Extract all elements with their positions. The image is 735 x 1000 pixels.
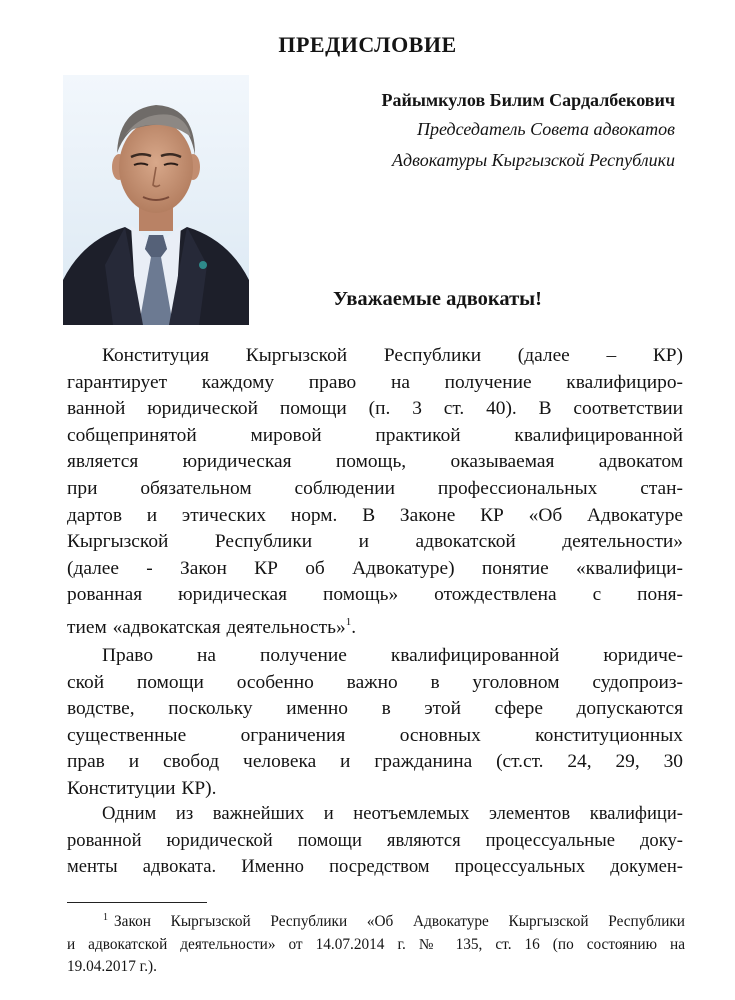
paragraph-line: ской помощи особенно важно в уголовном судопроиз- [67,671,683,693]
footnote-number: 1 [103,912,108,923]
footnote-reference[interactable]: 1 [345,615,352,628]
paragraph-line: рованная юридическая помощь» отождествлена с поня- [67,584,683,606]
paragraph-line: собщепринятой мировой практикой квалифицированной [67,424,683,446]
paragraph-line: менты адвоката. Именно посредством процессуальных докумен- [67,856,683,878]
paragraph-line-with-footnote: тием «адвокатская деятельность»$^1$. [67,615,357,638]
paragraph-line: Конституция Кыргызской Республики (далее – КР) [102,345,683,366]
paragraph-2 [67,643,683,803]
footnote-line: и адвокатской деятельности» от 14.07.2014 г. № 135, ст. 16 (по состоянию на [67,935,685,953]
paragraph-line: Конституции КР). [67,777,217,799]
paragraph-line: водстве, поскольку именно в этой сфере допускаются [67,698,683,720]
paragraph-line: тием «адвокатская деятельность» [67,616,346,638]
author-role-line-1: Председатель Совета адвокатов [416,119,675,139]
author-block [381,86,675,176]
paragraph-3 [67,801,683,881]
author-portrait-photo [63,75,249,325]
paragraph-line: является юридическая помощь, оказываемая адвокатом [67,451,683,473]
paragraph-line: Кыргызской Республики и адвокатской деятельности» [67,531,683,553]
author-name: Райымкулов Билим Сардалбекович [381,90,675,110]
paragraph-line: ванной юридической помощи (п. 3 ст. 40). В соответствии [67,398,683,420]
footnote [67,907,685,979]
paragraph-1 [67,343,683,642]
paragraph-line: при обязательном соблюдении профессиональных стан- [67,477,683,499]
author-role-line-2: Адвокатуры Кыргызской Республики [392,150,675,170]
paragraph-line: существенные ограничения основных конституционных [67,724,683,746]
paragraph-line: Одним из важнейших и неотъемлемых элементов квалифици- [102,803,683,824]
paragraph-line: прав и свобод человека и гражданина (ст.ст. 24, 29, 30 [67,751,683,773]
footnote-line [67,907,685,934]
greeting: Уважаемые адвокаты! [333,288,543,310]
footnote-text: Закон Кыргызской Республики «Об Адвокатуре Кыргызской Республики [114,913,685,930]
paragraph-line: гарантирует каждому право на получение квалифициро- [67,371,683,393]
paragraph-line: (далее - Закон КР об Адвокатуре) понятие «квалифици- [67,557,683,579]
paragraph-line: Право на получение квалифицированной юридиче- [102,645,683,666]
paragraph-line: дартов и этических норм. В Законе КР «Об Адвокатуре [67,504,683,526]
footnote-divider [67,902,207,903]
page-title: ПРЕДИСЛОВИЕ [278,32,457,57]
paragraph-line: рованной юридической помощи являются процессуальные доку- [67,829,683,851]
footnote-line: 19.04.2017 г.). [67,958,157,975]
